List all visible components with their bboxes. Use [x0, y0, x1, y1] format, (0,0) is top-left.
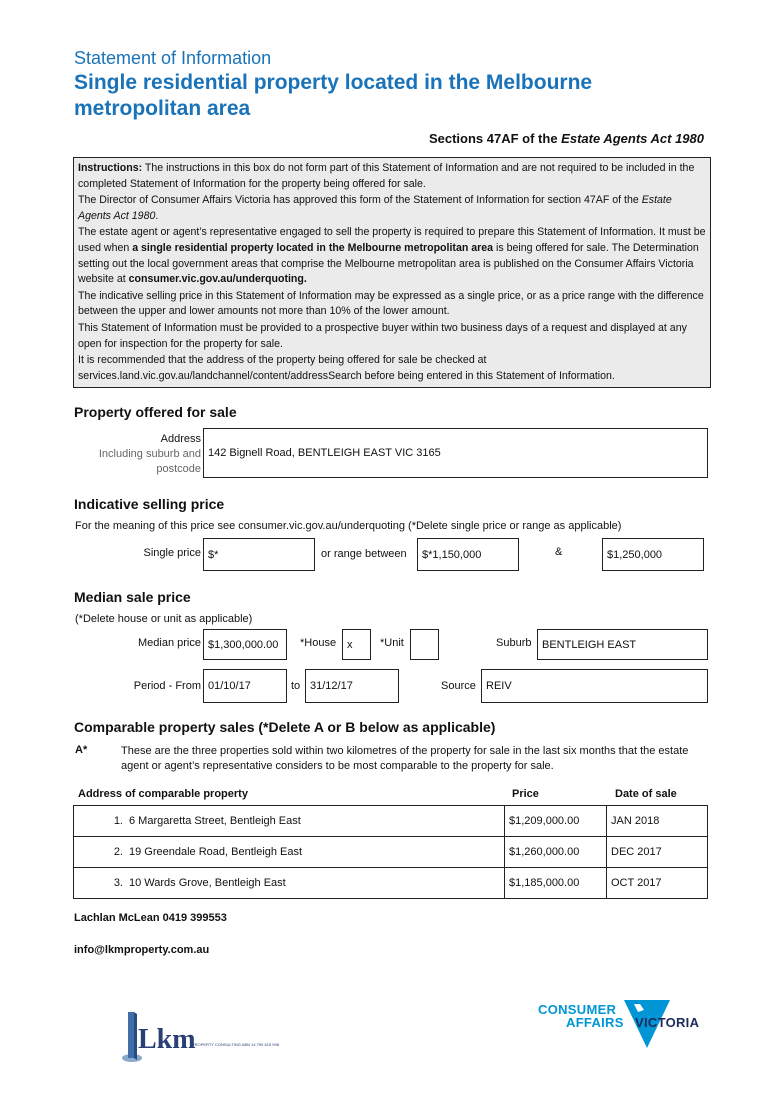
- address-field[interactable]: 142 Bignell Road, BENTLEIGH EAST VIC 3165: [203, 428, 708, 478]
- instructions-para-1: Instructions: The instructions in this box do not form part of this Statement of Information and are not required to be included in the completed Statement of Information for the property being offered for sale.: [78, 162, 695, 190]
- period-from-label: Period - From: [133, 680, 201, 692]
- table-row: [74, 837, 708, 868]
- single-price-label: Single price: [143, 547, 201, 559]
- comp-address-cell[interactable]: 2. 19 Greendale Road, Bentleigh East: [74, 837, 505, 868]
- range-ampersand: &: [555, 546, 563, 558]
- single-price-field[interactable]: $*: [203, 538, 315, 571]
- range-high-field[interactable]: $1,250,000: [602, 538, 704, 571]
- instructions-para-5: This Statement of Information must be provided to a prospective buyer within two business days of a request and displayed at any open for inspection for the property for sale.: [78, 321, 687, 350]
- median-price-label: Median price: [138, 637, 201, 649]
- agent-contact: Lachlan McLean 0419 399553: [74, 912, 227, 924]
- range-low-field[interactable]: $*1,150,000: [417, 538, 519, 571]
- cav-consumer-text: CONSUMER: [538, 1002, 617, 1017]
- address-label: Address Including suburb and postcode: [98, 433, 201, 475]
- indicative-note: For the meaning of this price see consumer.vic.gov.au/underquoting (*Delete single price or range as applicable): [75, 520, 622, 532]
- comparable-section-title: Comparable property sales (*Delete A or B below as applicable): [74, 719, 496, 735]
- legislation-reference: Sections 47AF of the Estate Agents Act 1980: [428, 131, 704, 146]
- comp-price-cell[interactable]: $1,209,000.00: [505, 806, 607, 837]
- unit-label: *Unit: [380, 637, 404, 649]
- cav-affairs-text: AFFAIRS: [566, 1015, 624, 1030]
- house-field[interactable]: x: [342, 629, 371, 660]
- comp-price-cell[interactable]: $1,185,000.00: [505, 868, 607, 899]
- comp-date-cell[interactable]: JAN 2018: [607, 806, 708, 837]
- cav-victoria-text: VICTORIA: [635, 1015, 700, 1030]
- period-to-field[interactable]: 31/12/17: [305, 669, 399, 703]
- instructions-para-6: It is recommended that the address of the property being offered for sale be checked at services.land.vic.gov.au/landchannel/content/addressSearch before being entered in this Statement of Information.: [78, 354, 615, 382]
- agent-email[interactable]: info@lkmproperty.com.au: [74, 944, 210, 956]
- comparable-sales-table: [73, 805, 708, 899]
- comp-address-cell[interactable]: 1. 6 Margaretta Street, Bentleigh East: [74, 806, 505, 837]
- consumer-affairs-victoria-logo: [538, 1000, 718, 1052]
- house-label: *House: [300, 637, 337, 649]
- form-subtitle: Statement of Information: [74, 48, 272, 68]
- instructions-para-4: The indicative selling price in this Statement of Information may be expressed as a single price, or as a price range with the difference between the upper and lower amounts not more than 10% of the lower amount.: [78, 289, 704, 318]
- lkm-logo: [120, 1010, 320, 1070]
- comp-date-cell[interactable]: OCT 2017: [607, 868, 708, 899]
- instructions-box: [73, 157, 711, 388]
- source-field[interactable]: REIV: [481, 669, 708, 703]
- suburb-field[interactable]: BENTLEIGH EAST: [537, 629, 708, 660]
- option-a-label: A*: [75, 744, 88, 756]
- property-section-title: Property offered for sale: [74, 404, 237, 420]
- form-title: Single residential property located in the Melbourne metropolitan area: [74, 71, 593, 120]
- table-row: [74, 806, 708, 837]
- median-section-title: Median sale price: [74, 589, 191, 605]
- comp-address-cell[interactable]: 3. 10 Wards Grove, Bentleigh East: [74, 868, 505, 899]
- instructions-para-2: The Director of Consumer Affairs Victoria has approved this form of the Statement of Information for section 47AF of the Estate Agents Act 1980.: [78, 194, 672, 222]
- lkm-logo-text: Lkm: [138, 1024, 196, 1055]
- instructions-para-3: The estate agent or agent’s representative engaged to sell the property is required to prepare this Statement of Information. It must be used when a single residential property located in the Melbourne metropolitan area is being offered for sale. The Determination setting out the local government areas that comprise the Melbourne metropolitan area is published on the Consumer Affairs Victoria website at consumer.vic.gov.au/underquoting.: [78, 226, 706, 286]
- option-a-text: These are the three properties sold within two kilometres of the property for sale in the last six months that the estate agent or agent’s representative considers to be most comparable to the property for sale.: [121, 745, 689, 772]
- unit-field[interactable]: [410, 629, 439, 660]
- table-row: [74, 868, 708, 899]
- range-label: or range between: [321, 548, 407, 560]
- comp-header-date: Date of sale: [615, 788, 677, 800]
- suburb-label: Suburb: [496, 637, 532, 649]
- source-label: Source: [441, 680, 476, 692]
- indicative-section-title: Indicative selling price: [74, 496, 225, 512]
- comp-date-cell[interactable]: DEC 2017: [607, 837, 708, 868]
- lkm-logo-tagline: PROPERTY CONSULTING ABN 14 790 615 998: [192, 1042, 279, 1047]
- comp-header-address: Address of comparable property: [78, 788, 248, 800]
- median-note: (*Delete house or unit as applicable): [75, 613, 253, 625]
- comp-price-cell[interactable]: $1,260,000.00: [505, 837, 607, 868]
- median-price-field[interactable]: $1,300,000.00: [203, 629, 287, 660]
- period-from-field[interactable]: 01/10/17: [203, 669, 287, 703]
- comp-header-price: Price: [512, 788, 539, 800]
- period-to-label: to: [291, 680, 301, 692]
